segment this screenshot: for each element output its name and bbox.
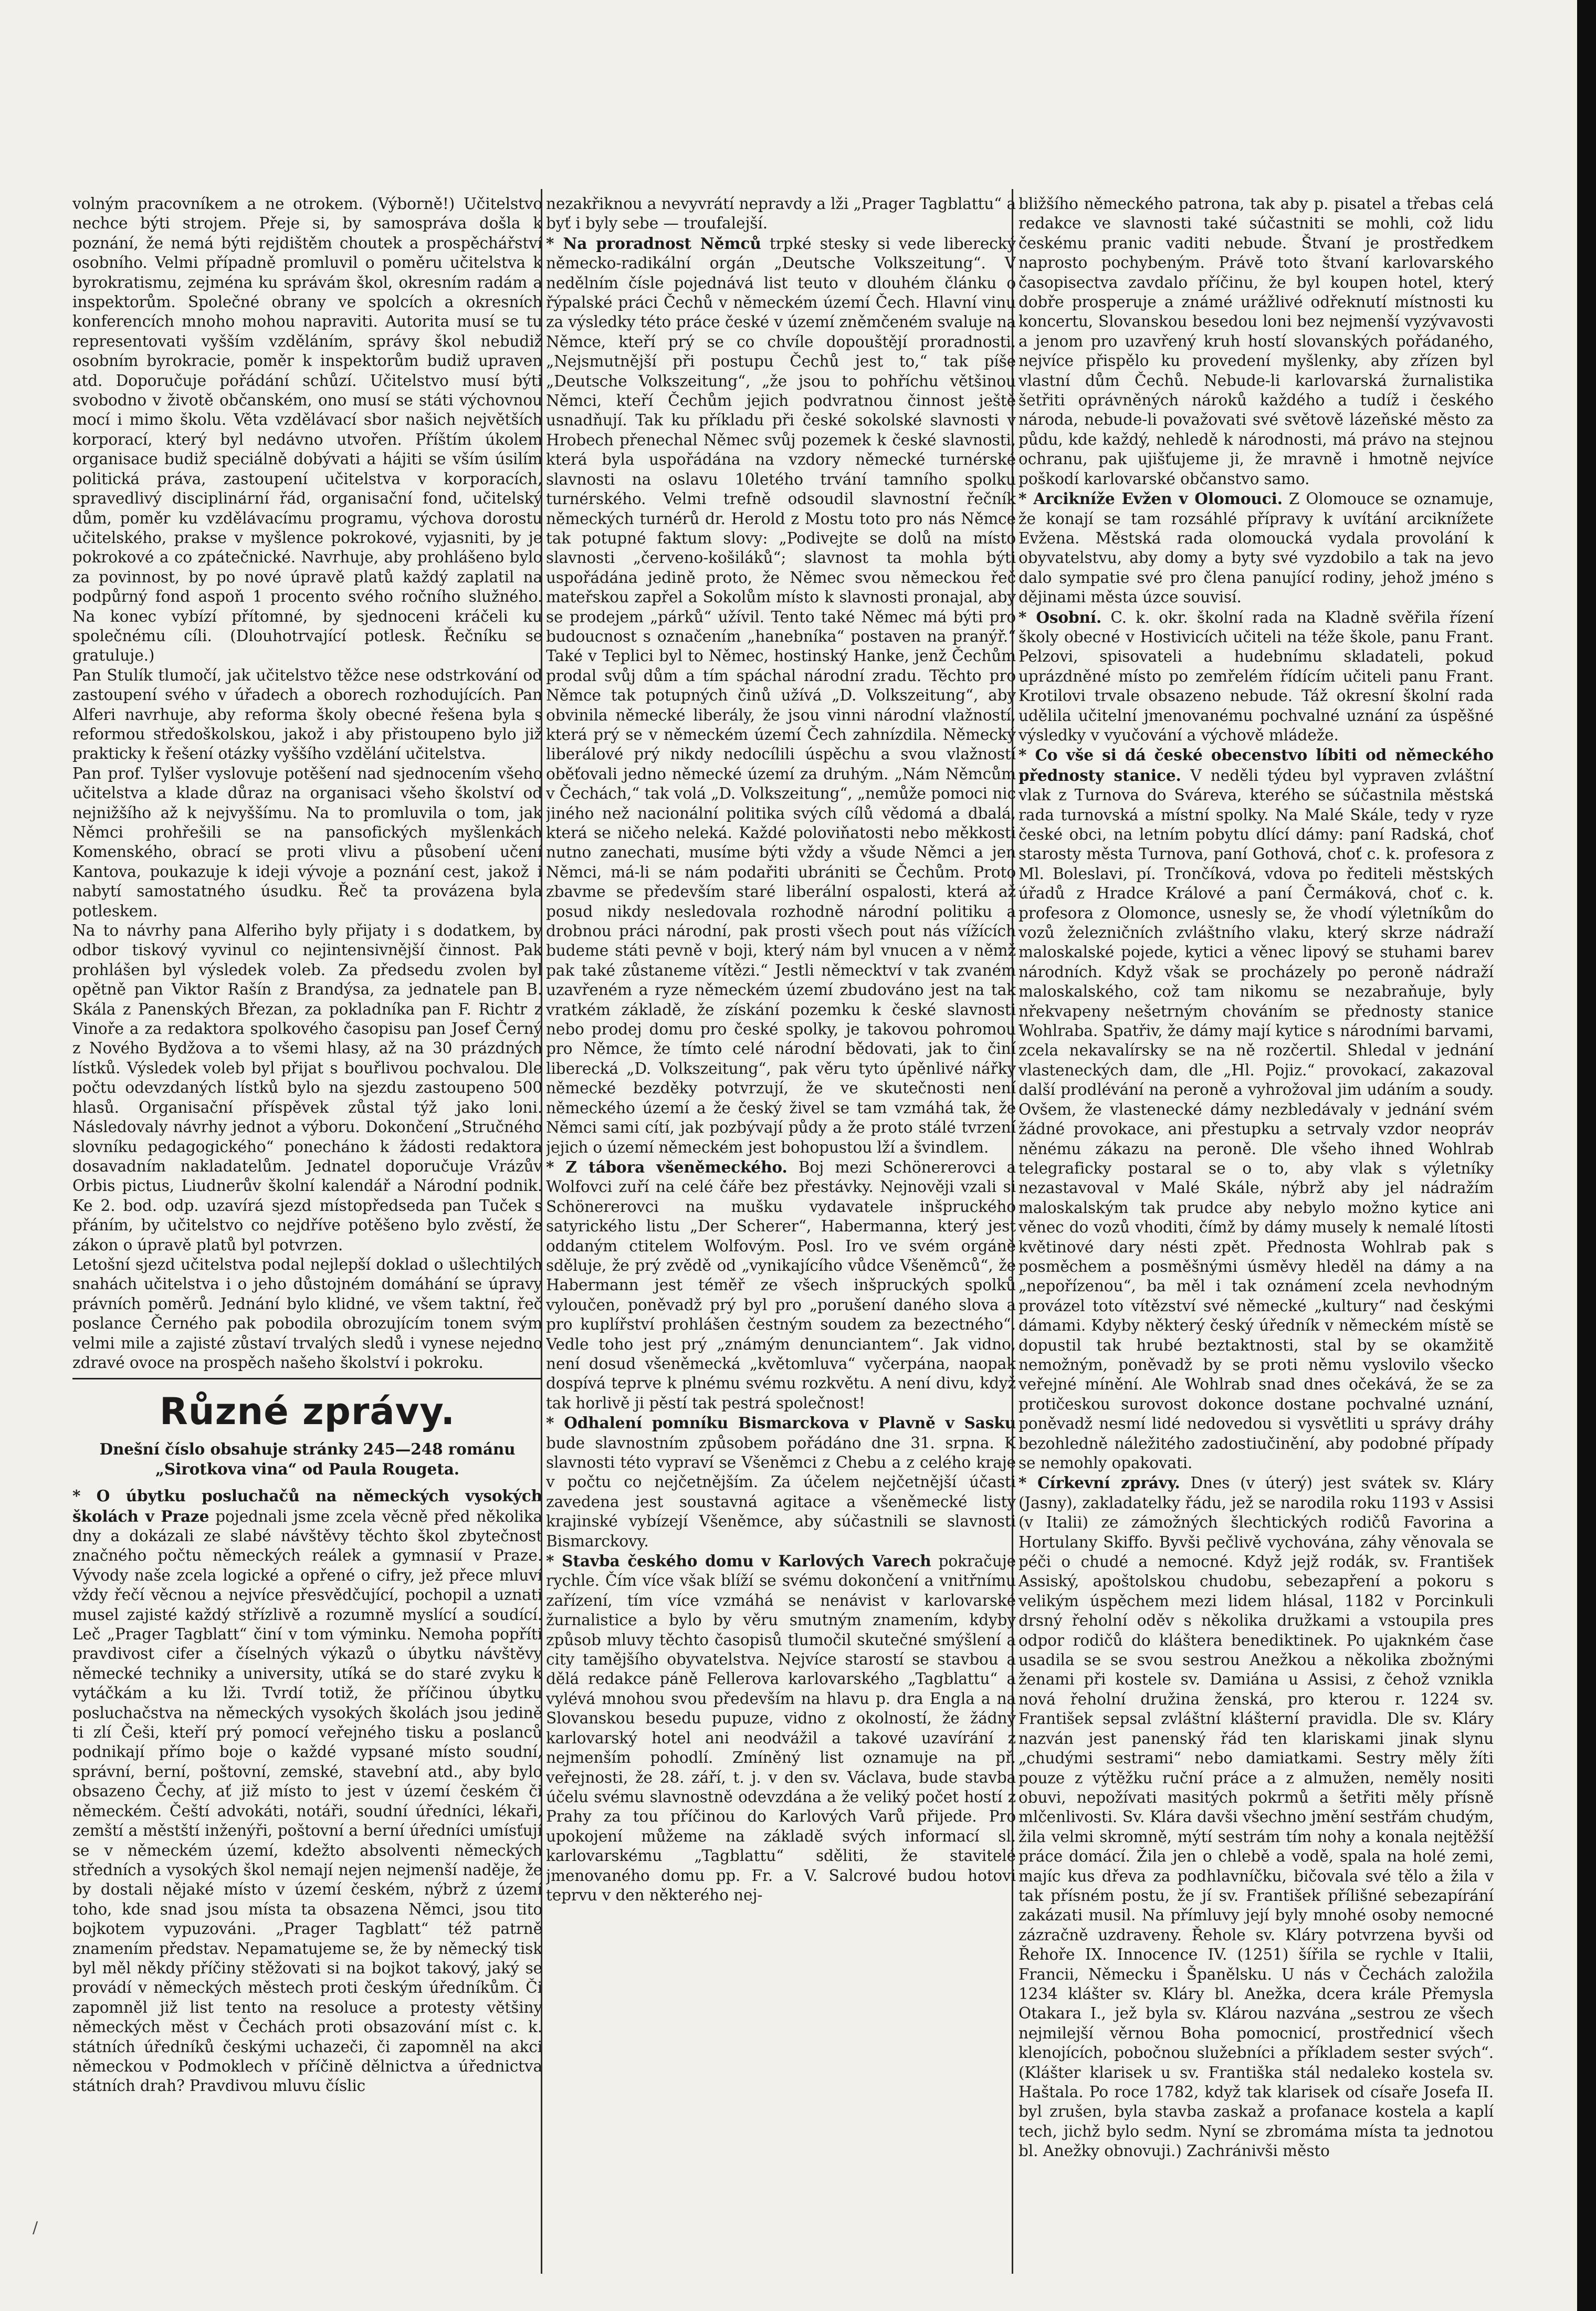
section-heading: Různé zprávy. xyxy=(159,1390,456,1434)
item-text: pokračuje rychle. Čím více však blíží se svému dokončení a vnitřnímu zařízení, tím více vzmáhá se nenávist v karlovarské žurnalistice a bylo by věru smutným znamením, kdyby způsob mluvy těchto časopisů tlumočil skutečné smýšlení a city tamějšího obyvatelstva. Nejvíce starostí se stavbou a dělá redakce páně Fellerova karlovarského „Tagblattu“ a vylévá mnohou svou především na hlavu p. dra Engla a na Slovanskou besedu pupuze, vidno z okolností, že žádný karlovarský hotel ani neodvážil a takové uzavírání z nejmenším pohodlí. Zmíněný list oznamuje na př. veřejnosti, že 28. září, t. j. v den sv. Václava, bude stavba účelu svému slavnostně odevzdána a že veliký počet hostí z Prahy za tou příčinou do Karlových Varů přijede. Pro upokojení můžeme na základě svých informací sl. karlovarskému „Tagblattu“ sděliti, že stavitelé jmenovaného domu pp. Fr. a V. Salcrové budou hotovi teprvu v den některého nej- xyxy=(546,1552,1016,1904)
item-text: trpké stesky si vede liberecký německo-radikální orgán „Deutsche Volkszeitung“. V nedělním čísle pojednává list teuto v dlouhém článku o řýpalské práci Čechů v německém území Čech. Hlavní vinu za výsledky této práce české v území zněmčeném svaluje na Němce, kteří prý se co chvíle dopouštějí proradnosti. „Nejsmutnější při postupu Čechů jest to,“ tak píše „Deutsche Volkszeitung“, „že jsou to pohříchu většinou Němci, kteří Čechům jejich podvratnou činnost ještě usnadňují. Tak ku příkladu při české sokolské slavnosti v Hrobech přenechal Němec svůj pozemek k české slavnosti, která byla uspořádána na vzdory německé turnérské slavnosti na oslavu 10letého trvání tamního spolku turnérského. Velmi trefně odsoudil slavnostní řečník německých turnérů dr. Herold z Mostu toto pro nás Němce tak potupné faktum slovy: „Podivejte se dolů na místo slavnosti „červeno-košiláků“; slavnost ta mohla býti uspořádána jedině proto, že Němec svou německou řeč mateřskou zapřel a Sokolům místo k slavnosti pronajal, aby se prodejem „párků“ užívil. Tento také Němec má býti pro budoucnost s označením „hanebníka“ postaven na pranýř.“ Také v Teplici byl to Němec, hostinský Hanke, jenž Čechům prodal svůj dům a tím spáchal národní zradu. Těchto pro Němce tak potupných činů užívá „D. Volkszeitung“, aby obvinila německé liberály, že jsou vinni národní vlažností, která prý se v německém území Čech zahnízdila. Německý liberálové prý nikdy nedocílili úspěchu a svou vlažností oběťovali jedno německé území za druhým. „Nám Němcům v Čechách,“ tak volá „D. Volkszeitung“, „nemůže pomoci nic jiného než nacionální politika svých cílů vědomá a dbalá, která se ničeho neleká. Každé poloviňatosti nebo měkkosti nutno zanechati, musíme býti vždy a všude Němci a jen Němci, má-li se nám podařiti ubrániti se Čechům. Proto zbavme se především staré liberální ospalosti, která až posud nikdy nesledovala rozhodně národní politiku a drobnou práci národní, pak prosti všech pout nás vížících budeme státi pevně v boji, který nám byl vnucen a v němž pak také zůstaneme vítězi.“ Jestli německtví v tak zvaném uzavřeném a ryze německém území zbudováno jest na tak vratkém základě, že získání pozemku k české slavnosti nebo prodej domu pro české spolky, je takovou pohromou pro Němce, že tímto celé národní bědovati, jak to činí liberecká „D. Volkszeitung“, pak věru tyto úpěnlivé nářky německé bezděky potvrzují, že ve skutečnosti není německého území a že český živel se tam vzmáhá tak, že Němci sami cítí, jak pozbývají půdy a že proto stálé tvrzení jejich o území německém jest bohopustou lží a švindlem. xyxy=(546,234,1016,1156)
paragraph: Pan prof. Tylšer vyslovuje potěšení nad sjednocením všeho učitelstva a klade důraz na organisaci všeho školství od nejnižšího až k nejvyššímu. Na to promluvila o tom, jak Němci prohřešili se na pansofických myšlenkách Komenského, obrací se proti vlivu a působení učení Kantova, poukazuje k ideji vývoje a poznání cest, jakož i nabytí samostatného úsudku. Řeč ta provázena byla potleskem. xyxy=(72,764,542,920)
paragraph: Pan Stulík tlumočí, jak učitelstvo těžce nese odstrkování od zastoupení svého v úřadech a oborech rozhodujících. Pan Alferi navrhuje, aby reforma školy obecné řešena byla s reformou středoškolskou, jakož i aby přistoupeno bylo již prakticky k řešení otázky vyššího vzdělání učitelstva. xyxy=(72,666,542,763)
item-text: V neděli týdeu byl vypraven zvláštní vlak z Turnova do Sváreva, kterého se súčastnila městská rada turnovská a místní spolky. Na Malé Skále, tedy v ryze české obci, na letním pobytu dlící dámy: paní Radská, choť starosty města Turnova, paní Gothová, choť c. k. profesora z Ml. Boleslavi, pí. Trončíková, vdova po řediteli městských úřadů z Hradce Králové a paní Čermáková, choť c. k. profesora z Olomonce, usnesly se, že vhodí výletníkům do vozů železničních zvláštního vlaku, který skrze nádraží maloskalské pojede, kytici a věnec lipový se stuhami barev národních. Když však se procházely po peroně nádraží maloskalského, což tam nikomu se nezabraňuje, byly nřekvapeny nešetrným chováním se přednosty stanice Wohlraba. Spatřiv, že dámy mají kytice s národními barvami, zcela nekavalírsky se na ně rozčertil. Shledal v jednání vlasteneckých dam, dle „Hl. Pojiz.“ provokací, zakazoval další prodlévání na peroně a vyhrožoval jim udáním a soudy. Ovšem, že vlastenecké dámy nezbledávaly v jednání svém žádné provokace, ani přestupku a setrvaly vzdor neopráv něnému zákazu na peroně. Dle všeho ihned Wohlrab telegraficky postaral se o to, aby vlak s výletníky nezastavoval v Malé Skále, nýbrž aby jel nádražím maloskalským tak prudce aby nebylo možno kytice ani věnec do vozů vhoditi, čímž by dámy musely k nemalé lítosti květinové dary nésti zpět. Přednosta Wohlrab pak s posměchem a posměšnými úsměvy hleděl na dámy a na „nepořízenou“, ba měl i tak oznámení zcela nevhodným provázel toto vítězství své německé „kultury“ nad českými dámami. Kdyby některý český úředník v německém místě se dopustil tak hrubé beztaktnosti, stal by se okamžitě nemožným, poněvadž by se proti němu vyslovilo všecko veřejné mínění. Ale Wohlrab snad dnes očekává, že se za protičeskou surovost dokonce dostane pochvalné uznání, poněvadž nesmí lidé nedovedou si vysvětliti u správy dráhy bezohledně náležitého zadostiučinění, aby podobné případy se nemohly opakovati. xyxy=(1018,766,1494,1472)
column-1 xyxy=(72,194,542,2268)
item-text: pojednali jsme zcela věcně před několika dny a dokázali ze slabé návštěvy těchto škol zbytečnost značného počtu německých reálek a gymnasií v Praze. Vývody naše zcela logické a opřené o cifry, jež přece mluví vždy řečí věcnou a nejvíce přesvědčující, pochopil a uznati musel zajisté každý střízlivě a rozumně myslící a soudící. Leč „Prager Tagblatt“ činí v tom výminku. Nemoha popříti pravdivost cifer a číselných výkazů o úbytku návštěvy německé techniky a university, utíká se do staré zvyku k vytáčkám a ku lži. Tvrdí totiž, že příčinou úbytku posluchačstva na německých vysokých školách jsou jedině ti zlí Češi, kteří prý pomocí veřejného tisku a poslanců podnikají přímo boje o každé vypsané místo soudní, správní, berní, poštovní, zemské, stavební atd., aby bylo obsazeno Čechy, ať již místo to jest v území českém či německém. Čeští advokáti, notáři, soudní úředníci, lékaři, zemští a městští inženýři, poštovní a berní úředníci umísťují se v německém území, kdežto absolventi německých středních a vysokých škol nemají nejen nejmenší naděje, že by dostali nějaké místo v území českém, nýbrž z území toho, kde snad jsou místa ta obsazena Němci, jsou tito bojkotem vypuzováni. „Prager Tagblatt“ též patrně znamením představ. Nepamatujeme se, že by německý tisk byl měl někdy příčiny stěžovati si na bojkot takový, jaký se provádí v německých městech proti českým úředníkům. Či zapomněl již list tento na resoluce a protesty většiny německých měst v Čechách proti obsazování míst c. k. státních úředníků českými uchazeči, či zapomněl na akci německou v Podmoklech v příčině dělnictva a úřednictva státních drah? Pravdivou mluvu číslic xyxy=(72,1507,542,2095)
margin-mark: / xyxy=(33,2219,38,2237)
column-3 xyxy=(1018,194,1494,2268)
item-title: * Osobní. xyxy=(1018,608,1102,626)
divider xyxy=(72,1378,542,1379)
scan-edge xyxy=(1577,0,1596,2311)
item-title: * O úbytku posluchačů na německých vysokých školách v Praze xyxy=(72,1487,542,1525)
item-text: Z Olomouce se oznamuje, že konají se tam rozsáhlé přípravy k uvítání arciknížete Evžena. Městská rada olomoucká vydala provolání k obyvatelstvu, aby domy a byty své vyzdobilo a tak na jevo dalo sympatie své pro člena panující rodiny, jehož jméno s dějinami města úzce souvisí. xyxy=(1018,490,1494,606)
paragraph: Letošní sjezd učitelstva podal nejlepší doklad o ušlechtilých snahách učitelstva i o jeho důstojném domáhání se úpravy právních poměrů. Jednání bylo klidné, ve všem taktní, řeč poslance Černého pak pobodila obrozujícím tonem svým velmi mile a zajisté zůstaví trvalých sledů i vynese nejedno zdravé ovoce na prospěch našeho školství i pokroku. xyxy=(72,1255,542,1372)
item-title: * Stavba českého domu v Karlových Varech xyxy=(546,1552,931,1571)
item-title: * Církevní zprávy. xyxy=(1018,1473,1180,1492)
section-heading-box xyxy=(72,1389,542,1434)
item-title: * Arcikníže Evžen v Olomouci. xyxy=(1018,489,1283,508)
paragraph: nezakřiknou a nevyvrátí nepravdy a lži „Prager Tagblattu“ a byť i byly sebe — troufalejší. xyxy=(546,195,1016,233)
item-text: Boj mezi Schönererovci a Wolfovci zuří na celé čáře bez přestávky. Nejnověji vzali si Schönererovci na mušku vydavatele inšpruckého satyrického listu „Der Scherer“, Habermanna, který jest oddaným ctitelem Wolfovým. Posl. Iro ve svém orgáně sděluje, že prý zvědě od „vynikajícího vůdce Všeněmců“, že Habermann jest téměř ze všech inšpruckých spolků vyloučen, poněvadž prý byl pro „porušení daného slova a pro kuplířství prohlášen čestným soudem za bezectného“. Vedle toho jest prý „známým denunciantem“. Jak vidno, není dosud všeněmecká „květomluva“ vyčerpána, naopak dospívá teprve k plnému svému rozkvětu. A není divu, když tak horlivě ji pěstí tak pestrá společnost! xyxy=(546,1158,1016,1412)
paragraph: Na to návrhy pana Alferiho byly přijaty i s dodatkem, by odbor tiskový vyvinul co nejintensivnější činnost. Pak prohlášen byl výsledek voleb. Za předsedu zvolen byl opětně pan Viktor Rašín z Brandýsa, za jednatele pan B. Skála z Panenských Březan, za pokladníka pan F. Richtr z Vinoře a za redaktora spolkového časopisu pan Josef Černý z Nového Bydžova a to všemi hlasy, až na 30 prázdných lístků. Výsledek voleb byl přijat s bouřlivou pochvalou. Dle počtu odevzdaných lístků bylo na sjezdu zastoupeno 500 hlasů. Organisační příspěvek zůstal týž jako loni. Následovaly návrhy jednot a výboru. Dokončení „Stručného slovníku pedagogického“ ponecháno k žádosti redaktora dosavadním nakladatelům. Jednatel doporučuje Vrázův Orbis pictus, Liudnerův školní kalendář a Národní podnik. Ke 2. bod. odp. uzavírá sjezd místopředseda pan Tuček s přáním, by učitelstvo co nejdříve potěšeno bylo zvěstí, že zákon o úpravě platů byl potvrzen. xyxy=(72,922,542,1254)
item-title: * Odhalení pomníku Bismarckova v Plavně v Sasku xyxy=(546,1414,1016,1432)
item-text: Dnes (v úterý) jest svátek sv. Kláry (Jasny), zakladatelky řádu, jež se narodila roku 1193 v Assisi (v Italii) ze zámožných šlechtických rodičů Favorina a Hortulany Skiffo. Byvši pečlivě vychována, záhy věnovala se péči o chudé a nemocné. Když jejž rodák, sv. František Assiský, apoštolskou chudobu, sebezapření a pokoru s velikým úspěchem mezi lidem hlásal, 1182 v Porcinkuli drsný řeholní oděv s několika družkami a vstoupila pres odpor rodičů do kláštera benediktinek. Po ujaknkém čase usadila se se svou sestrou Anežkou a několika zbožnými ženami při kostele sv. Damiána u Assisi, z čehož vznikla nová řeholní družina ženská, pro kterou r. 1224 sv. František sepsal zvláštní klášterní pravidla. Dle sv. Kláry nazván jest panenský řád ten klariskami jinak slynu „chudými sestrami“ nebo damiatkami. Sestry měly žíti pouze z výtěžku ruční práce a z almužen, neměly nositi obuvi, nepožívati masitých pokrmů a šetřiti měly přísně mlčenlivosti. Sv. Klára davši všechno jmění sestřám chudým, žila velmi skromně, mýtí sestrám tím nohy a konala nejtěžší práce domácí. Žila jen o chlebě a vodě, spala na holé zemi, majíc kus dřeva za podhlavníčku, bičovala své tělo a žila v tak přísném postu, že jí sv. František přílišné sebezapírání zakázati musil. Na přímluvy její byly mnohé osoby nemocné zázračně uzdraveny. Řehole sv. Kláry potvrzena byvši od Řehoře IX. Innocence IV. (1251) šířila se rychle v Italii, Francii, Německu i Španělsku. U nás v Čechách založila 1234 klášter sv. Kláry bl. Anežka, dcera krále Přemysla Otakara I., jež byla sv. Klárou nazvána „sestrou ze všech nejmilejší věrnou Boha pomocnicí, prostřednicí všech klenojících, pobočnou služebníci a příkladem sester svých“. (Klášter klarisek u sv. Františka stál nedaleko kostela sv. Haštala. Po roce 1782, když tak klarisek od císaře Josefa II. byl zrušen, byla stavba zaskaž a profanace kostela a kaplí tech, jichž bylo sedm. Nyní se zbromáma místa ta jednotou bl. Anežky obnovuji.) Zachránivši město xyxy=(1018,1474,1494,2160)
item-title: * Co vše si dá české obecenstvo líbiti od německého přednosty stanice. xyxy=(1018,746,1494,785)
paragraph: bližšího německého patrona, tak aby p. pisatel a třebas celá redakce ve slavnosti také súčastniti se mohli, což lidu českému pranic vaditi nebude. Štvaní je prostředkem naprosto pochybeným. Právě toto štvaní karlovarského časopisectva zavdalo příčinu, že byl koupen hotel, který dobře prosperuje a známé urážlivé odřeknutí místnosti ku koncertu, Slovanskou besedou loni bez nejmenší vyzývavosti a jenom pro uzavřený kruh hostí slovanských pořádaného, nejvíce přispělo ku provedení myšlenky, aby zřízen byl vlastní dům Čechů. Nebude-li karlovarská žurnalistika šetřiti oprávněných nároků každého a tudíž i českého národa, nebude-li považovati své světově lázeňské město za půdu, kde každý, nehledě k národnosti, má právo na stejnou ochranu, pak ujišťujeme ji, že mravně i hmotně nejvíce poškodí karlovarské občanstvo samo. xyxy=(1018,195,1494,488)
novel-note: Dnešní číslo obsahuje stránky 245—248 románu „Sirotkova vina“ od Paula Rougeta. xyxy=(99,1440,516,1478)
item-text: C. k. okr. školní rada na Kladně svěřila řízení školy obecné v Hostivicích učiteli na téže škole, panu Frant. Pelzovi, spisovateli a hudebnímu skladateli, pokud uprázdněné místo po zemřelém řídícím učiteli panu Frant. Krotilovi trvale obsazeno nebude. Táž okresní školní rada udělila učitelní jmenovanému pochvalné uznání za úspěšné výsledky v vyučování a výchově mládeže. xyxy=(1018,608,1494,744)
column-2 xyxy=(546,194,1016,2268)
item-title: * Z tábora všeněmeckého. xyxy=(546,1157,788,1176)
paragraph: volným pracovníkem a ne otrokem. (Výborně!) Učitelstvo nechce býti strojem. Přeje si, by samospráva došla k poznání, že nemá býti rejdištěm choutek a prospěchářství osobního. Velmi případně promluvil o poměru učitelstva k byrokratismu, zejména ku správám škol, okresním radám a inspektorům. Společné obrany ve spolcích a okresních konferencích mnoho mohou napraviti. Autorita musí se tu representovati vyšším vzděláním, správy škol nebudiž osobním byrokracie, poměr k inspektorům budiž upraven atd. Doporučuje pořádání schůzí. Učitelstvo musí býti svobodno v životě občanském, ono musí se státi výchovnou mocí i mimo školu. Věta vzdělávací sbor našich největších korporací, který byl nedávno utvořen. Příštím úkolem organisace budiž speciálně dobývati a hájiti se vším úsilím politická práva, zastoupení učitelstva v korporacích, spravedlivý disciplinární řád, organisační fond, učitelský dům, poměr ku vzdělávacímu programu, výchova dorostu učitelského, prakse v myšlence pokrokové, vyjasniti, by je pokrokové a co zpátečnické. Navrhuje, aby prohlášeno bylo za povinnost, by po nové úpravě platů každý zaplatil na podpůrný fond aspoň 1 procento svého ročního služného. Na konec vybízí přítomné, by sjednoceni kráčeli ku společnému cíli. (Dlouhotrvající potlesk. Řečníku se gratuluje.) xyxy=(72,195,542,665)
item-text: bude slavnostním způsobem pořádáno dne 31. srpna. K slavnosti této vypraví se Všeněmci z Chebu a z celého kraje v počtu co nejčetnějším. Za účelem nejčetnější účasti zavedena jest soustavná agitace a všeněmecké listy krajinské vybízejí Všeněmce, aby súčastnili se slavnosti Bismarckovy. xyxy=(546,1434,1016,1550)
item-title: * Na proradnost Němců xyxy=(546,234,761,253)
